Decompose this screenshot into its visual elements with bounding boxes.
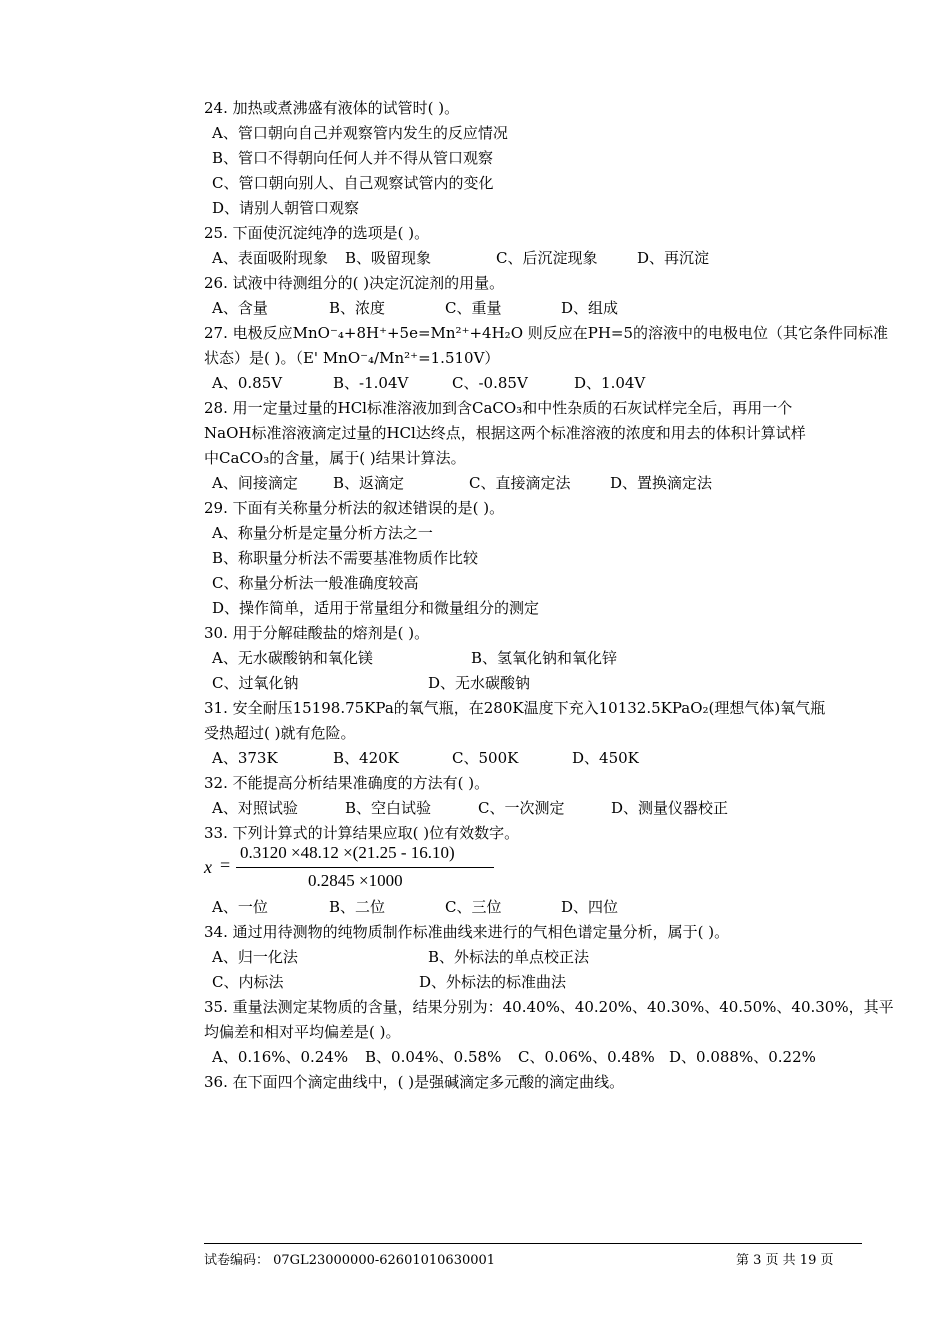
question-28-line-3: 中CaCO₃的含量，属于( )结果计算法。 xyxy=(204,449,466,467)
question-28-option-a: A、间接滴定 xyxy=(212,474,298,492)
question-33-option-d: D、四位 xyxy=(561,898,619,916)
question-28-option-d: D、置换滴定法 xyxy=(610,474,713,492)
question-25-option-a: A、表面吸附现象 xyxy=(212,249,328,267)
question-35-option-d: D、0.088%、0.22% xyxy=(669,1048,816,1066)
question-36-stem: 36. 在下面四个滴定曲线中，( )是强碱滴定多元酸的滴定曲线。 xyxy=(204,1073,625,1091)
question-35-option-a: A、0.16%、0.24% xyxy=(212,1048,349,1066)
question-27-line-2: 状态）是( )。（E' MnO⁻₄/Mn²⁺=1.510V） xyxy=(204,349,500,367)
question-26-option-d: D、组成 xyxy=(561,299,619,317)
question-34-option-a: A、归一化法 xyxy=(212,948,298,966)
question-33-option-b: B、二位 xyxy=(329,898,386,916)
question-35-line-2: 均偏差和相对平均偏差是( )。 xyxy=(204,1023,401,1041)
question-32-stem: 32. 不能提高分析结果准确度的方法有( )。 xyxy=(204,774,490,792)
question-29-option-d: D、操作简单，适用于常量组分和微量组分的测定 xyxy=(212,599,540,617)
question-35-option-b: B、0.04%、0.58% xyxy=(365,1048,502,1066)
question-25-stem: 25. 下面使沉淀纯净的选项是( )。 xyxy=(204,224,430,242)
question-34-option-d: D、外标法的标准曲法 xyxy=(419,973,567,991)
question-30-option-b: B、氢氧化钠和氧化锌 xyxy=(471,649,618,667)
question-27-option-b: B、-1.04V xyxy=(333,374,409,392)
question-26-stem: 26. 试液中待测组分的( )决定沉淀剂的用量。 xyxy=(204,274,505,292)
question-28-line-1: 28. 用一定量过量的HCl标准溶液加到含CaCO₃和中性杂质的石灰试样完全后，再用一个 xyxy=(204,399,793,417)
formula-equals: = xyxy=(220,855,231,875)
question-32-option-d: D、测量仪器校正 xyxy=(611,799,729,817)
question-33-option-a: A、一位 xyxy=(212,898,268,916)
question-24-option-d: D、请别人朝管口观察 xyxy=(212,199,360,217)
question-32-option-c: C、一次测定 xyxy=(478,799,565,817)
question-30-stem: 30. 用于分解硅酸盐的熔剂是( )。 xyxy=(204,624,430,642)
formula-variable: x xyxy=(204,857,212,877)
footer-divider xyxy=(204,1243,862,1244)
question-26-option-c: C、重量 xyxy=(445,299,502,317)
formula-numerator: 0.3120 ×48.12 ×(21.25 - 16.10) xyxy=(240,843,455,862)
question-26-option-b: B、浓度 xyxy=(329,299,386,317)
question-34-option-b: B、外标法的单点校正法 xyxy=(428,948,590,966)
question-24-option-b: B、管口不得朝向任何人并不得从管口观察 xyxy=(212,149,494,167)
question-29-stem: 29. 下面有关称量分析法的叙述错误的是( )。 xyxy=(204,499,505,517)
formula-fraction-bar xyxy=(236,867,494,868)
page-number: 第 3 页 共 19 页 xyxy=(736,1253,834,1268)
question-27-option-a: A、0.85V xyxy=(212,374,283,392)
question-32-option-a: A、对照试验 xyxy=(212,799,298,817)
question-24-option-c: C、管口朝向别人、自己观察试管内的变化 xyxy=(212,174,494,192)
question-28-line-2: NaOH标准溶液滴定过量的HCl达终点，根据这两个标准溶液的浓度和用去的体积计算试样 xyxy=(204,424,806,442)
question-26-option-a: A、含量 xyxy=(212,299,268,317)
question-28-option-b: B、返滴定 xyxy=(333,474,405,492)
question-31-line-1: 31. 安全耐压15198.75KPa的氧气瓶，在280K温度下充入10132.5KPaO₂(理想气体)氧气瓶 xyxy=(204,699,826,717)
question-31-option-c: C、500K xyxy=(452,749,519,767)
question-27-line-1: 27. 电极反应MnO⁻₄+8H⁺+5e=Mn²⁺+4H₂O 则反应在PH=5的溶液中的电极电位（其它条件同标准 xyxy=(204,324,889,342)
question-28-option-c: C、直接滴定法 xyxy=(469,474,571,492)
question-24-stem: 24. 加热或煮沸盛有液体的试管时( )。 xyxy=(204,99,460,117)
exam-code: 试卷编码： 07GL23000000-62601010630001 xyxy=(204,1253,496,1268)
question-33-stem: 33. 下列计算式的计算结果应取( )位有效数字。 xyxy=(204,824,520,842)
question-35-line-1: 35. 重量法测定某物质的含量，结果分别为：40.40%、40.20%、40.30%、40.50%、40.30%，其平 xyxy=(204,998,894,1016)
question-27-option-d: D、1.04V xyxy=(574,374,646,392)
question-30-option-d: D、无水碳酸钠 xyxy=(428,674,531,692)
question-31-option-a: A、373K xyxy=(212,749,278,767)
question-35-option-c: C、0.06%、0.48% xyxy=(518,1048,655,1066)
question-31-option-d: D、450K xyxy=(572,749,639,767)
question-27-option-c: C、-0.85V xyxy=(452,374,528,392)
question-29-option-b: B、称职量分析法不需要基准物质作比较 xyxy=(212,549,479,567)
question-25-option-c: C、后沉淀现象 xyxy=(496,249,598,267)
question-33-option-c: C、三位 xyxy=(445,898,502,916)
formula-denominator: 0.2845 ×1000 xyxy=(308,871,403,890)
question-34-stem: 34. 通过用待测物的纯物质制作标准曲线来进行的气相色谱定量分析，属于( )。 xyxy=(204,923,730,941)
question-30-option-a: A、无水碳酸钠和氧化镁 xyxy=(212,649,373,667)
question-29-option-c: C、称量分析法一般准确度较高 xyxy=(212,574,419,592)
question-25-option-d: D、再沉淀 xyxy=(637,249,710,267)
question-31-option-b: B、420K xyxy=(333,749,399,767)
question-31-line-2: 受热超过( )就有危险。 xyxy=(204,724,356,742)
question-24-option-a: A、管口朝向自己并观察管内发生的反应情况 xyxy=(212,124,508,142)
question-33-formula xyxy=(204,842,504,896)
question-30-option-c: C、过氧化钠 xyxy=(212,674,299,692)
question-34-option-c: C、内标法 xyxy=(212,973,284,991)
question-29-option-a: A、称量分析是定量分析方法之一 xyxy=(212,524,433,542)
question-32-option-b: B、空白试验 xyxy=(345,799,432,817)
question-25-option-b: B、吸留现象 xyxy=(345,249,432,267)
